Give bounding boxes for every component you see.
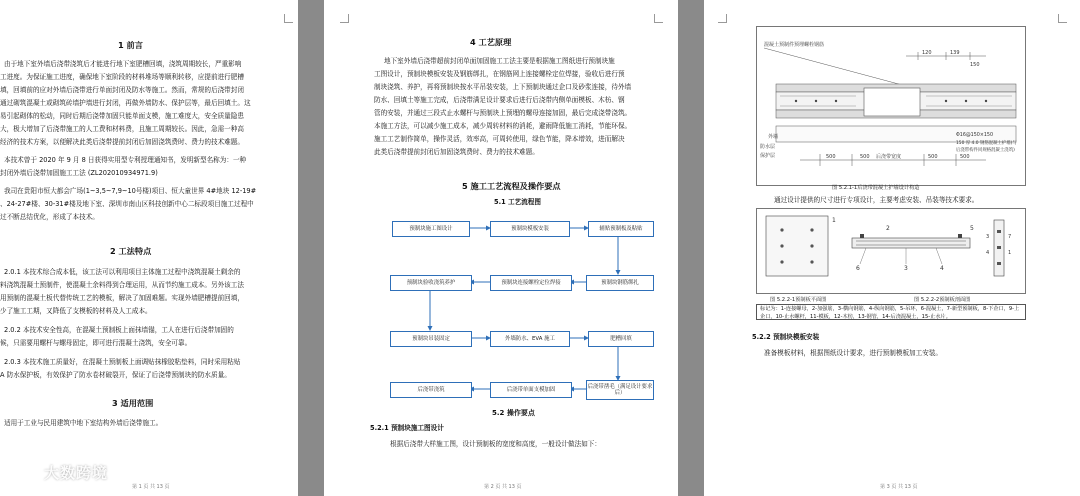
flow-step-7: 预制块吊装固定: [390, 331, 472, 347]
flow-step-10: 后浇带凿毛（满足设计要求后）: [586, 380, 654, 400]
svg-text:2: 2: [886, 225, 890, 232]
flow-step-9: 肥槽回填: [588, 331, 654, 347]
figure-legend: 标记为：1-连接螺母，2-加强筋，3-横向钢筋，4-纵向钢筋，5-吊环，6-混凝土，7-新型预制板，8-下企口，9-上企口，10-止水螺杆，11-模板，12-木枋，13-钢管，14-后浇混凝土，15-止水片。: [756, 304, 1026, 320]
subheading-ops: 5.2 操作要点: [492, 409, 535, 417]
design-description: 通过设计提供的尺寸进行专项设计，主要考虑安装、吊装等技术要求。: [774, 196, 979, 204]
svg-text:6: 6: [856, 265, 860, 272]
svg-text:Φ16@150×150: Φ16@150×150: [956, 133, 994, 138]
principle-line: 管的安装，并通过三段式止水螺杆与预制块上预埋的螺母连接加固，最后完成浇带浇筑。: [374, 109, 632, 117]
watermark-logo-icon: [6, 463, 40, 483]
feature-line: A 防水保护板，有效保护了防水卷材破裂开，保证了后浇带预制块的防水质量。: [0, 371, 231, 379]
svg-text:139: 139: [950, 50, 960, 56]
heading-scope: 3 适用范围: [112, 398, 154, 408]
patent-line: 本技术曾于 2020 年 9 月 8 日获得实用型专利授理通知书，发明新型名称为：一种: [4, 156, 247, 164]
svg-text:5: 5: [970, 225, 974, 232]
svg-text:3: 3: [904, 265, 908, 272]
flow-step-4: 预制块钢筋绑扎: [586, 275, 654, 291]
svg-text:4: 4: [986, 250, 990, 256]
watermark: [6, 462, 108, 483]
page-corner-mark: [1058, 14, 1067, 23]
flow-step-5: 预制块连接螺栓定位焊接: [490, 275, 572, 291]
svg-text:后浇带构件同规格混凝土浇筑): 后浇带构件同规格混凝土浇筑): [956, 148, 1015, 153]
svg-text:防水层: 防水层: [760, 144, 776, 150]
svg-text:500: 500: [860, 154, 870, 160]
page-footer: 第 2 页 共 13 页: [484, 484, 522, 490]
flow-step-3: 辅贴预制板及粘贴: [588, 221, 654, 237]
heading-intro: 1 前言: [118, 40, 143, 50]
project-line: 过不断总结优化，形成了本技术。: [0, 213, 99, 221]
principle-line: 制块浇筑、养护，再将预制块按水平吊装安装，上下预制块通过企口及砂浆连接，待外墙: [374, 83, 632, 91]
figure-wall-section: [756, 26, 1026, 186]
principle-line: 工图设计，预制块模板安装及钢筋绑扎，在钢筋网上连接螺栓定位焊接，验收后进行预: [374, 70, 625, 78]
flow-step-11: 后浇带单面支模加固: [490, 382, 572, 398]
svg-text:后浇带宽度: 后浇带宽度: [876, 154, 902, 160]
figure-caption-2b: 图 5.2.2-2预制板剖面图: [914, 297, 971, 303]
intro-line: 通过砌筑混凝土或砌筑砖墙护墙进行封闭，再做外墙防水、保护层等，最后回填土。这: [0, 99, 251, 107]
intro-line: 工进度。为保证施工进度，确保地下室阶段的材料堆场等顺利转移，应提前进行肥槽: [0, 73, 244, 81]
document-page-1: [0, 0, 298, 496]
page-corner-mark: [284, 14, 293, 23]
flow-step-1: 预制块施工图设计: [392, 221, 470, 237]
intro-line: 由于地下室外墙后浇带浇筑后才能进行地下室肥槽回填，浇筑周期较长，严重影响: [4, 60, 242, 68]
principle-line: 防水、回填土等施工完成，后浇带满足设计要求后进行后浇带内侧单面模板、木枋、钢: [374, 96, 625, 104]
feature-line: 用预制的混凝土板代替传统工艺的模板，解决了加固难题。实现外墙肥槽提前回填，: [0, 294, 244, 302]
flow-step-12: 后浇带浇筑: [390, 382, 472, 398]
page-footer: 第 1 页 共 13 页: [132, 484, 170, 490]
feature-line: 料浇筑混凝土预制件，使混凝土余料得到合理运用，从而节约施工成本。另外该工法: [0, 281, 244, 289]
figure-caption-2a: 图 5.2.2-1预制板平面图: [770, 297, 827, 303]
document-page-3: [704, 0, 1080, 496]
svg-text:150 厚 4.0 钢筋混凝土护墙(与: 150 厚 4.0 钢筋混凝土护墙(与: [956, 141, 1017, 146]
svg-text:1: 1: [1008, 250, 1012, 256]
intro-line: 易引起砌体的松动，同时后期后浇带加固只能单面支模，施工难度大，安全质量隐患: [0, 112, 244, 120]
svg-text:500: 500: [928, 154, 938, 160]
feature-line: 2.0.1 本技术综合成本低，该工法可以利用项目主体施工过程中浇筑混凝土剩余的: [4, 268, 241, 276]
svg-text:500: 500: [960, 154, 970, 160]
feature-line: 少了施工工期，又降低了支模板的材料及人工成本。: [0, 307, 152, 315]
principle-line: 施工工艺制作简单，操作灵活，效率高，可周转使用，绿色节能，降本增效，进而解决: [374, 135, 625, 143]
intro-line: 填，回填前的应对外墙后浇带进行单面封闭及防水等施工。然而，常规的后浇带封闭: [0, 86, 244, 94]
flow-step-2: 预制块模板安装: [490, 221, 570, 237]
flowchart-connectors: [324, 0, 678, 410]
svg-text:1: 1: [832, 217, 836, 224]
project-line: 、24-27#楼、30-31#楼及地下室、深圳市南山区科技创新中心二标段项目施工过程中: [0, 200, 254, 208]
svg-text:4: 4: [940, 265, 944, 272]
feature-line: 2.0.3 本技术施工质量好，在混凝土预制板上面调贴抹橡胶粘垫料，同时采用粘贴: [4, 358, 241, 366]
heading-principle: 4 工艺原理: [470, 37, 512, 47]
heading-prefab: 5.2.2 预制块模板安装: [752, 333, 820, 341]
principle-line: 本施工方法，可以减少施工成本，减少周转材料的消耗，避雨降低施工消耗，节能环保。: [374, 122, 632, 130]
feature-line: 2.0.2 本技术安全性高，在混凝土预制板上面抹墙锚，工人在进行后浇带加固的: [4, 326, 234, 334]
principle-line: 地下室外墙后浇带超前封闭单面加固施工工法主要是根据施工图纸进行预制块施: [384, 57, 615, 65]
page-footer: 第 3 页 共 13 页: [880, 484, 918, 490]
svg-text:外墙: 外墙: [768, 134, 779, 140]
svg-text:保护层: 保护层: [760, 153, 776, 159]
feature-line: 候，只需要用螺杆与螺母固定，即可进行混凝土浇筑，安全可靠。: [0, 339, 192, 347]
svg-text:混凝土预制件预埋螺栓钢筋: 混凝土预制件预埋螺栓钢筋: [764, 42, 825, 48]
svg-text:7: 7: [1008, 234, 1012, 240]
design-text: 根据后浇带大样施工图，设计预制板的宽度和高度，一般设计做法如下：: [390, 440, 601, 448]
page-corner-mark: [718, 14, 727, 23]
prefab-text: 准备模板材料，根据图纸设计要求，进行预制模板加工安装。: [764, 349, 943, 357]
svg-text:120: 120: [922, 50, 932, 56]
project-line: 我司在贵阳市恒大都会广场(1~3,5~7,9~10号楼)项目、恒大童世界 4#地块 12-19#: [4, 187, 257, 195]
heading-flow: 5 施工工艺流程及操作要点: [462, 181, 561, 191]
figure-caption-1: 图 5.2.1-1后浇带混凝土护墙设计构造: [832, 185, 920, 191]
flow-step-6: 预制块验收浇筑养护: [390, 275, 472, 291]
svg-text:150: 150: [970, 62, 980, 68]
subheading-design: 5.2.1 预制块施工图设计: [370, 424, 444, 432]
intro-line: 经济的技术方案，以便解决此类后浇带提前封闭后加固浇筑费时、费力的技术难题。: [0, 138, 244, 146]
svg-text:500: 500: [826, 154, 836, 160]
patent-line: 封闭外墙后浇带加固施工工法 (ZL202010934971.9): [0, 169, 158, 177]
document-page-2: [324, 0, 678, 496]
intro-line: 大，极大增加了后浇带施工的人工费和材料费，且施工周期较长。因此，急需一种高: [0, 125, 244, 133]
svg-text:3: 3: [986, 234, 990, 240]
flow-step-8: 外墙防水、EVA 施工: [490, 331, 570, 347]
heading-features: 2 工法特点: [110, 246, 152, 256]
scope-text: 适用于工业与民用建筑中地下室结构外墙后浇带施工。: [4, 419, 163, 427]
watermark-text: 大数跨境: [44, 464, 109, 482]
subheading-flow: 5.1 工艺流程图: [494, 198, 541, 206]
principle-line: 此类后浇带提前封闭后加固浇筑费时、费力的技术难题。: [374, 148, 539, 156]
figure-prefab-panel: [756, 208, 1026, 294]
